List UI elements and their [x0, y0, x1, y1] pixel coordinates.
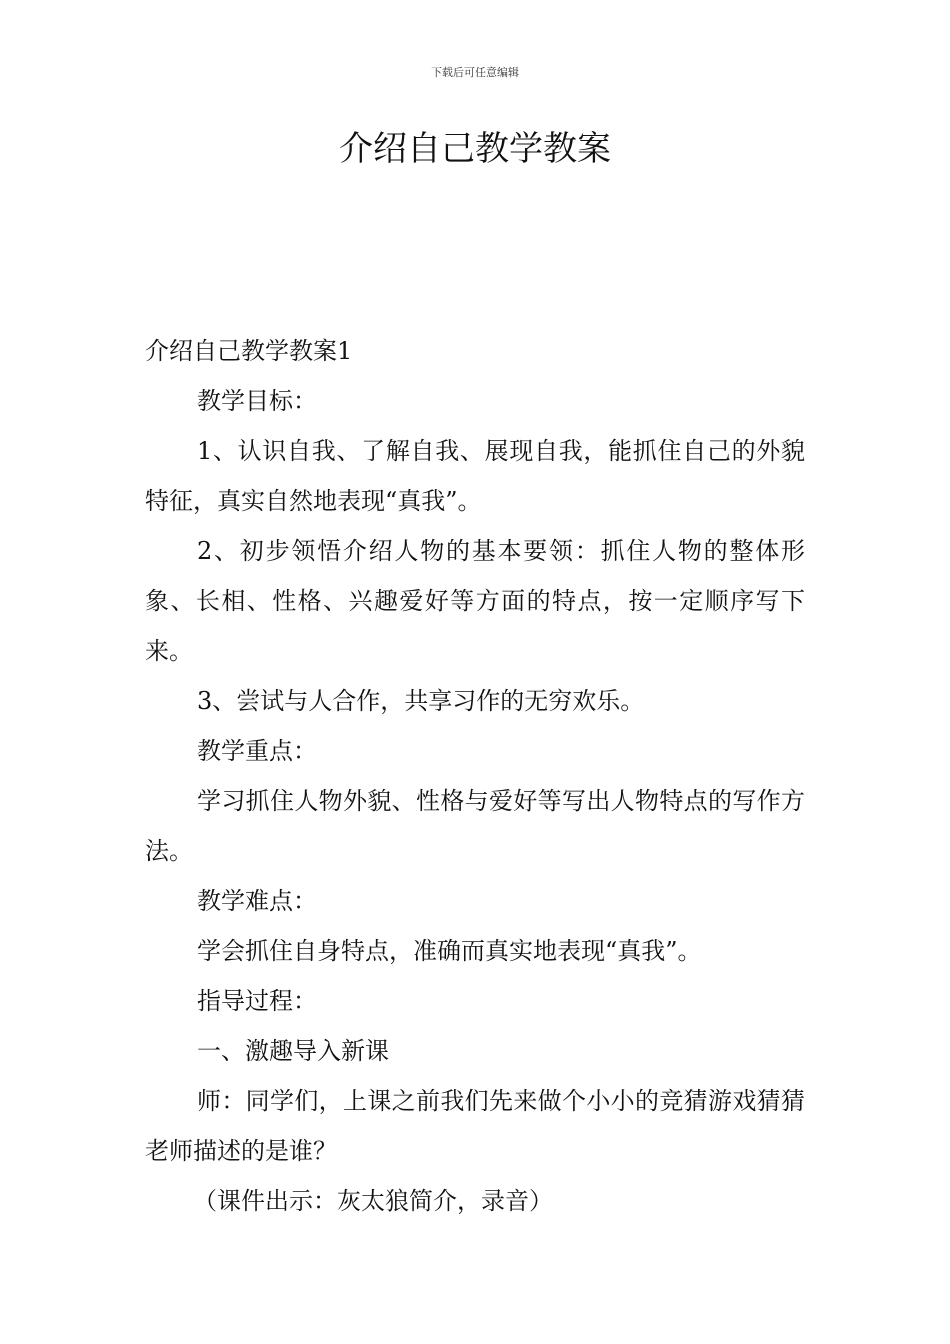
- paragraph-process-label: 指导过程：: [197, 987, 317, 1015]
- paragraph-objective-3: 3、尝试与人合作，共享习作的无穷欢乐。: [197, 687, 645, 715]
- paragraph-step-1-heading: 一、激趣导入新课: [197, 1037, 389, 1065]
- paragraph-difficulties-label: 教学难点：: [197, 887, 317, 915]
- paragraph-courseware-note: （课件出示：灰太狼简介，录音）: [193, 1187, 553, 1215]
- document-title: 介绍自己教学教案: [339, 129, 611, 169]
- header-note: 下载后可任意编辑: [431, 66, 519, 79]
- paragraph-objective-2: 2、初步领悟介绍人物的基本要领：抓住人物的整体形象、长相、性格、兴趣爱好等方面的特点，按一定顺序写下来。: [145, 537, 805, 665]
- paragraph-difficulties: 学会抓住自身特点，准确而真实地表现“真我”。: [197, 937, 702, 965]
- paragraph-objective-1: 1、认识自我、了解自我、展现自我，能抓住自己的外貌特征，真实自然地表现“真我”。: [145, 437, 805, 515]
- paragraph-key-points: 学习抓住人物外貌、性格与爱好等写出人物特点的写作方法。: [145, 787, 805, 865]
- section-heading: 介绍自己教学教案1: [145, 337, 353, 365]
- paragraph-key-points-label: 教学重点：: [197, 737, 317, 765]
- paragraph-teacher-speech: 师：同学们，上课之前我们先来做个小小的竞猜游戏猜猜老师描述的是谁？: [145, 1087, 805, 1165]
- paragraph-objectives-label: 教学目标：: [197, 387, 317, 415]
- document-body: [145, 326, 805, 1226]
